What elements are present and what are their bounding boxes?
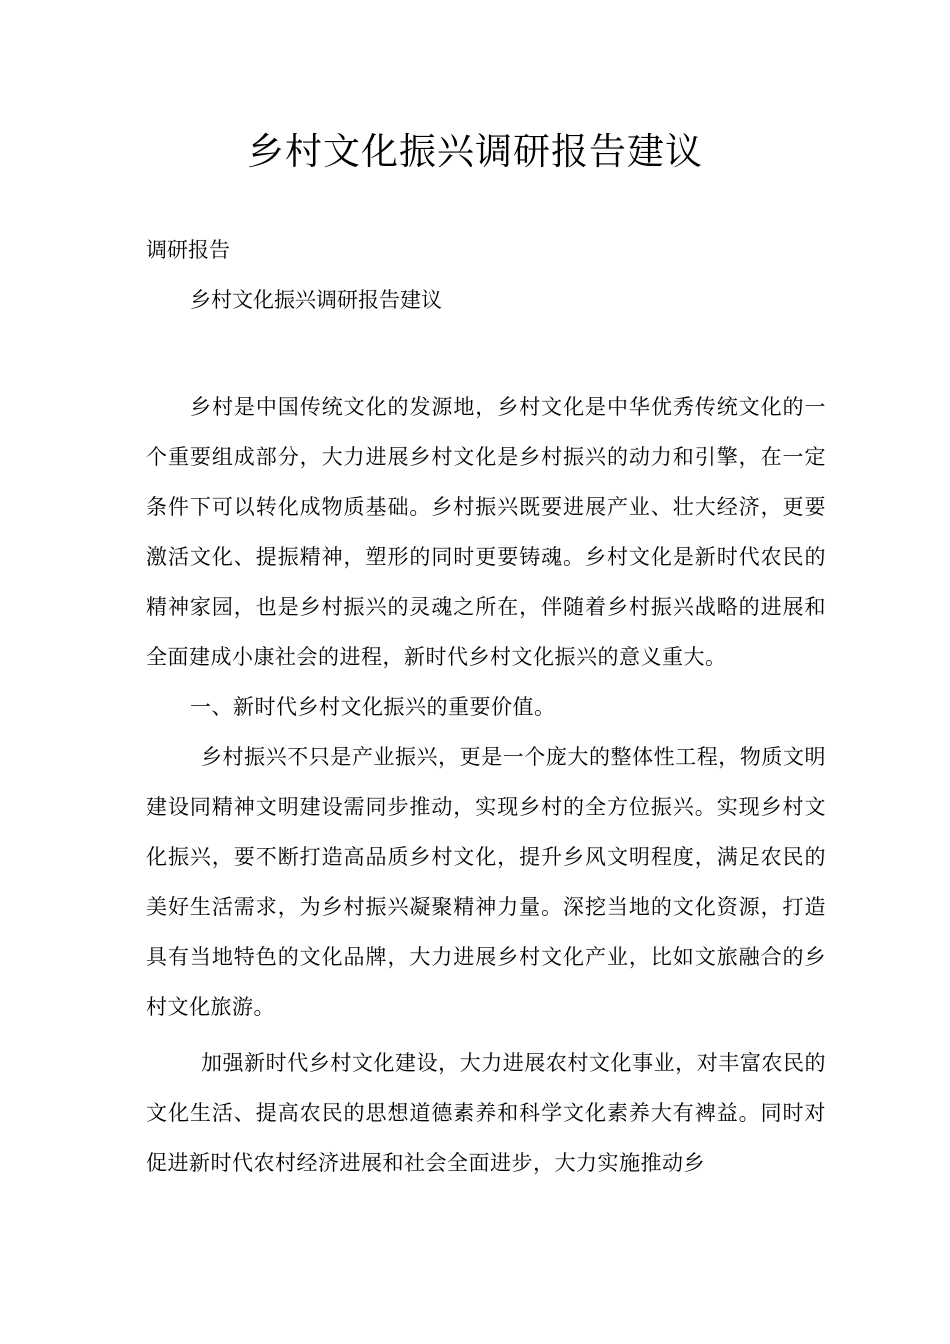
paragraph: 加强新时代乡村文化建设，大力进展农村文化事业，对丰富农民的文化生活、提高农民的思想道德素养和科学文化素养大有裨益。同时对促进新时代农村经济进展和社会全面进步，大力实施推动乡 <box>146 1051 826 1175</box>
paragraph: 乡村振兴不只是产业振兴，更是一个庞大的整体性工程，物质文明建设同精神文明建设需同步推动，实现乡村的全方位振兴。实现乡村文化振兴，要不断打造高品质乡村文化，提升乡风文明程度，满足农民的美好生活需求，为乡村振兴凝聚精神力量。深挖当地的文化资源，打造具有当地特色的文化品牌，大力进展乡村文化产业，比如文旅融合的乡村文化旅游。 <box>146 745 826 1019</box>
document-title: 乡村文化振兴调研报告建议 <box>247 130 703 173</box>
section-heading: 一、新时代乡村文化振兴的重要价值。 <box>190 695 556 719</box>
document-category: 调研报告 <box>146 238 230 262</box>
document-body <box>146 382 826 1188</box>
paragraph: 乡村是中国传统文化的发源地，乡村文化是中华优秀传统文化的一个重要组成部分，大力进展乡村文化是乡村振兴的动力和引擎，在一定条件下可以转化成物质基础。乡村振兴既要进展产业、壮大经济，更要激活文化、提振精神，塑形的同时更要铸魂。乡村文化是新时代农民的精神家园，也是乡村振兴的灵魂之所在，伴随着乡村振兴战略的进展和全面建成小康社会的进程，新时代乡村文化振兴的意义重大。 <box>146 395 826 669</box>
document-subtitle: 乡村文化振兴调研报告建议 <box>190 288 442 312</box>
